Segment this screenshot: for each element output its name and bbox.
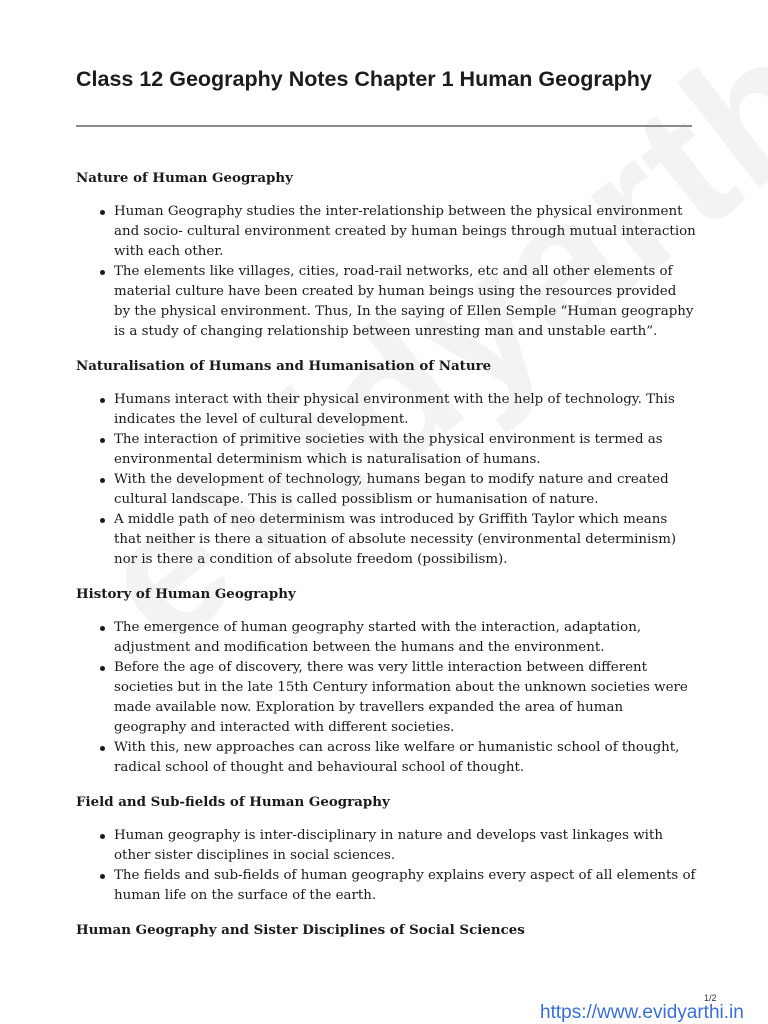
section-heading: Field and Sub-fields of Human Geography xyxy=(76,794,390,810)
list-item: The fields and sub-fields of human geography explains every aspect of all elements of human life on the surface of the earth. xyxy=(114,866,696,906)
bullet-list xyxy=(76,618,696,778)
list-item: The interaction of primitive societies with the physical environment is termed as environmental determinism which is naturalisation of humans. xyxy=(114,430,696,470)
section-nature-of-human-geography xyxy=(76,168,696,342)
list-item: With this, new approaches can across like welfare or humanistic school of thought, radical school of thought and behavioural school of thought. xyxy=(114,738,696,778)
website-link[interactable]: https://www.evidyarthi.in xyxy=(540,1002,744,1023)
list-item: The elements like villages, cities, road-rail networks, etc and all other elements of material culture have been created by human beings using the resources provided by the physical environment. Thus, In the saying of Ellen Semple “Human geography is a study of changing relationship between unresting man and unstable earth”. xyxy=(114,262,696,342)
list-item: Before the age of discovery, there was very little interaction between different societies but in the late 15th Century information about the unknown societies were made available now. Exploration by travellers expanded the area of human geography and interacted with different societies. xyxy=(114,658,696,738)
list-item: Humans interact with their physical environment with the help of technology. This indicates the level of cultural development. xyxy=(114,390,696,430)
list-item: Human geography is inter-disciplinary in nature and develops vast linkages with other sister disciplines in social sciences. xyxy=(114,826,696,866)
section-heading: Nature of Human Geography xyxy=(76,170,293,186)
section-naturalisation xyxy=(76,356,696,570)
list-item: The emergence of human geography started with the interaction, adaptation, adjustment and modification between the humans and the environment. xyxy=(114,618,696,658)
page-title: Class 12 Geography Notes Chapter 1 Human Geography xyxy=(76,67,652,91)
section-fields xyxy=(76,792,696,906)
section-sister-disciplines xyxy=(76,920,696,940)
section-history xyxy=(76,584,696,778)
page-number: 1/2 xyxy=(704,993,717,1003)
bullet-list xyxy=(76,202,696,342)
bullet-list xyxy=(76,826,696,906)
title-divider xyxy=(76,125,692,127)
list-item: A middle path of neo determinism was introduced by Griffith Taylor which means that neither is there a situation of absolute necessity (environmental determinism) nor is there a condition of absolute freedom (possibilism). xyxy=(114,510,696,570)
section-heading: History of Human Geography xyxy=(76,586,296,602)
bullet-list xyxy=(76,390,696,570)
list-item: With the development of technology, humans began to modify nature and created cultural landscape. This is called possiblism or humanisation of nature. xyxy=(114,470,696,510)
section-heading: Naturalisation of Humans and Humanisation of Nature xyxy=(76,358,492,374)
notes-content xyxy=(76,168,696,954)
list-item: Human Geography studies the inter-relationship between the physical environment and socio- cultural environment created by human beings through mutual interaction with each other. xyxy=(114,202,696,262)
section-heading: Human Geography and Sister Disciplines of Social Sciences xyxy=(76,922,525,938)
